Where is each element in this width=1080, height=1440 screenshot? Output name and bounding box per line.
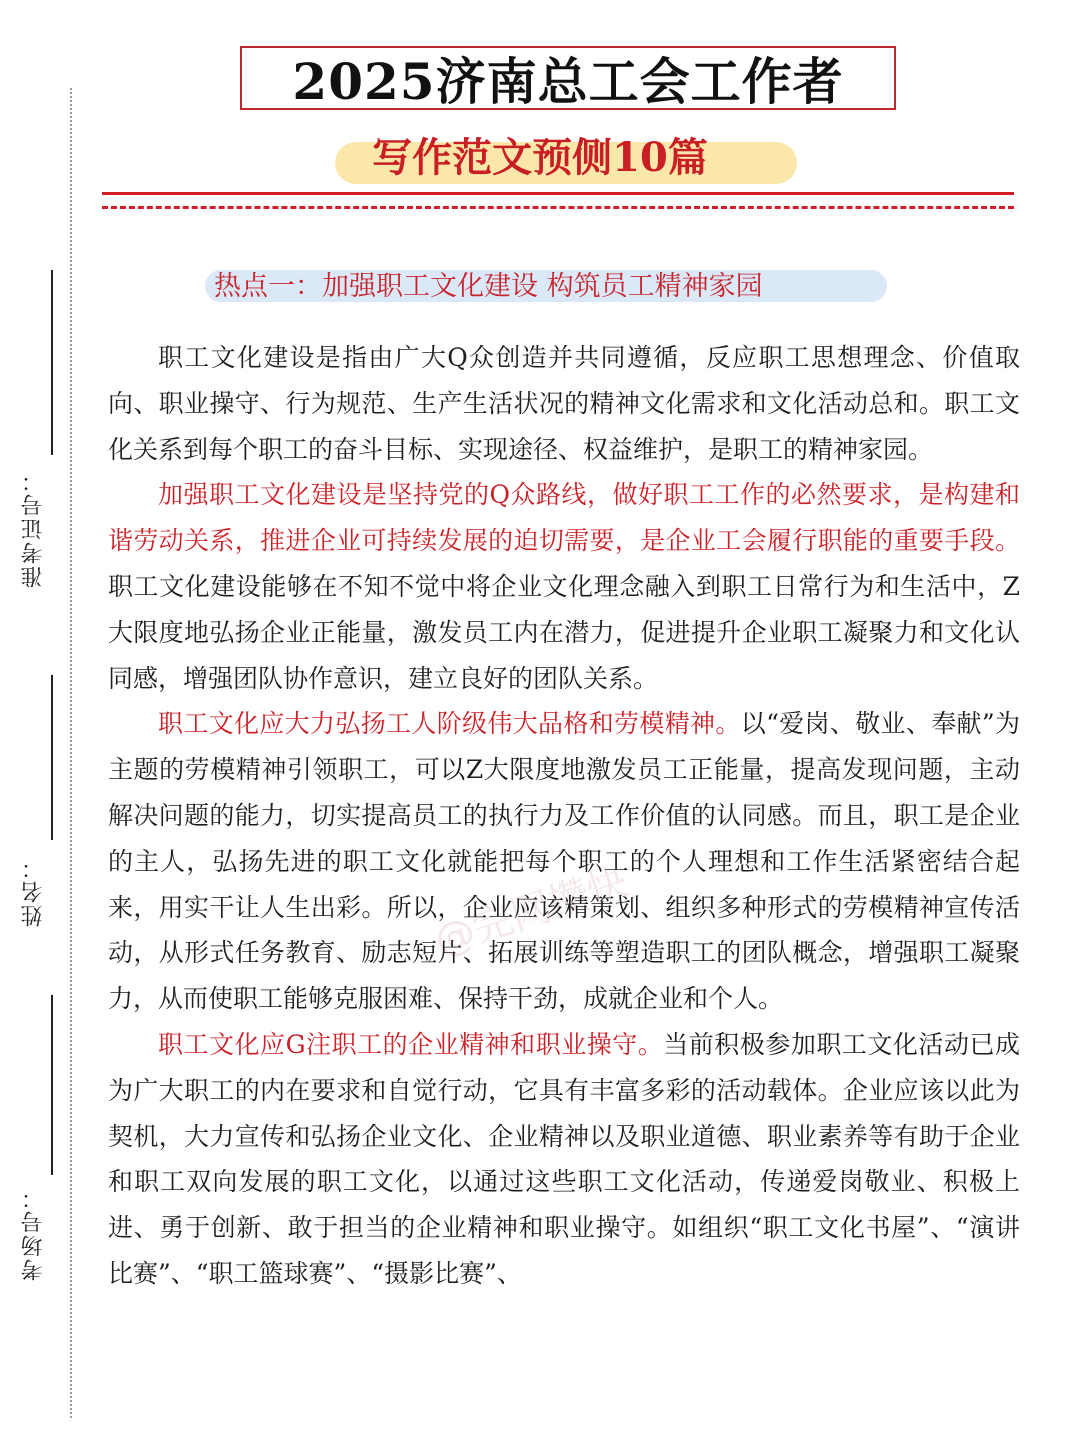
article-body [108,335,1020,1297]
paragraph-text: 职工文化建设是指由广大Q众创造并共同遵循，反应职工思想理念、价值取向、职业操守、行为规范、生产生活状况的精神文化需求和文化活动总和。职工文化关系到每个职工的奋斗目标、实现途径、权益维护，是职工的精神家园。 [108,343,1020,464]
header-divider-dashed [102,206,1014,209]
paragraph-text: 职工文化建设能够在不知不觉中将企业文化理念融入到职工日常行为和生活中，Z大限度地弘扬企业正能量，激发员工内在潜力，促进提升企业职工凝聚力和文化认同感，增强团队协作意识，建立良好的团队关系。 [108,571,1020,693]
paragraph [108,472,1020,701]
paragraph-red-lead: 职工文化应G注职工的企业精神和职业操守。 [158,1029,664,1059]
title-box [240,46,896,110]
side-line-name [51,675,53,840]
paragraph [108,335,1020,472]
paragraph-text: 当前积极参加职工文化活动已成为广大职工的内在要求和自觉行动，它具有丰富多彩的活动载体。企业应该以此为契机，大力宣传和弘扬企业文化、企业精神以及职业道德、职业素养等有助于企业和职工双向发展的职工文化，以通过这些职工文化活动，传递爱岗敬业、积极上进、勇于创新、敢于担当的企业精神和职业操守。如组织“职工文化书屋”、“演讲比赛”、“职工篮球赛”、“摄影比赛”、 [108,1029,1020,1288]
binding-dotted-line [70,88,72,1418]
side-label-exam-number: 准考证号： [21,468,46,588]
section-heading: 热点一：加强职工文化建设 构筑员工精神家园 [214,271,763,302]
paragraph [108,1022,1020,1297]
watermark: @完网攒快 [428,859,634,965]
page-title: 2025济南总工会工作者 [292,52,844,111]
paragraph-red-lead: 职工文化应大力弘扬工人阶级伟大品格和劳模精神。 [158,709,741,739]
paragraph-text: 以“爱岗、敬业、奉献”为主题的劳模精神引领职工，可以Z大限度地激发员工正能量，提高发现问题，主动解决问题的能力，切实提高员工的执行力及工作价值的认同感。而且，职工是企业的主人，弘扬先进的职工文化就能把每个职工的个人理想和工作生活紧密结合起来，用实干让人生出彩。所以，企业应该精策划、组织多种形式的劳模精神宣传活动，从形式任务教育、励志短片、拓展训练等塑造职工的团队概念，增强职工凝聚力，从而使职工能够克服困难、保持干劲，成就企业和个人。 [108,709,1020,1014]
side-line-exam-number [51,270,53,455]
side-label-name: 姓名： [21,855,46,927]
side-label-room-number: 考场号： [21,1185,46,1281]
page-subtitle: 写作范文预侧10篇 [372,134,708,181]
header-divider-solid [102,192,1014,195]
paragraph-red-lead: 加强职工文化建设是坚持党的Q众路线，做好职工工作的必然要求，是构建和谐劳动关系，推进企业可持续发展的迫切需要，是企业工会履行职能的重要手段。 [108,480,1020,556]
side-line-room-number [51,995,53,1175]
paragraph [108,701,1020,1022]
